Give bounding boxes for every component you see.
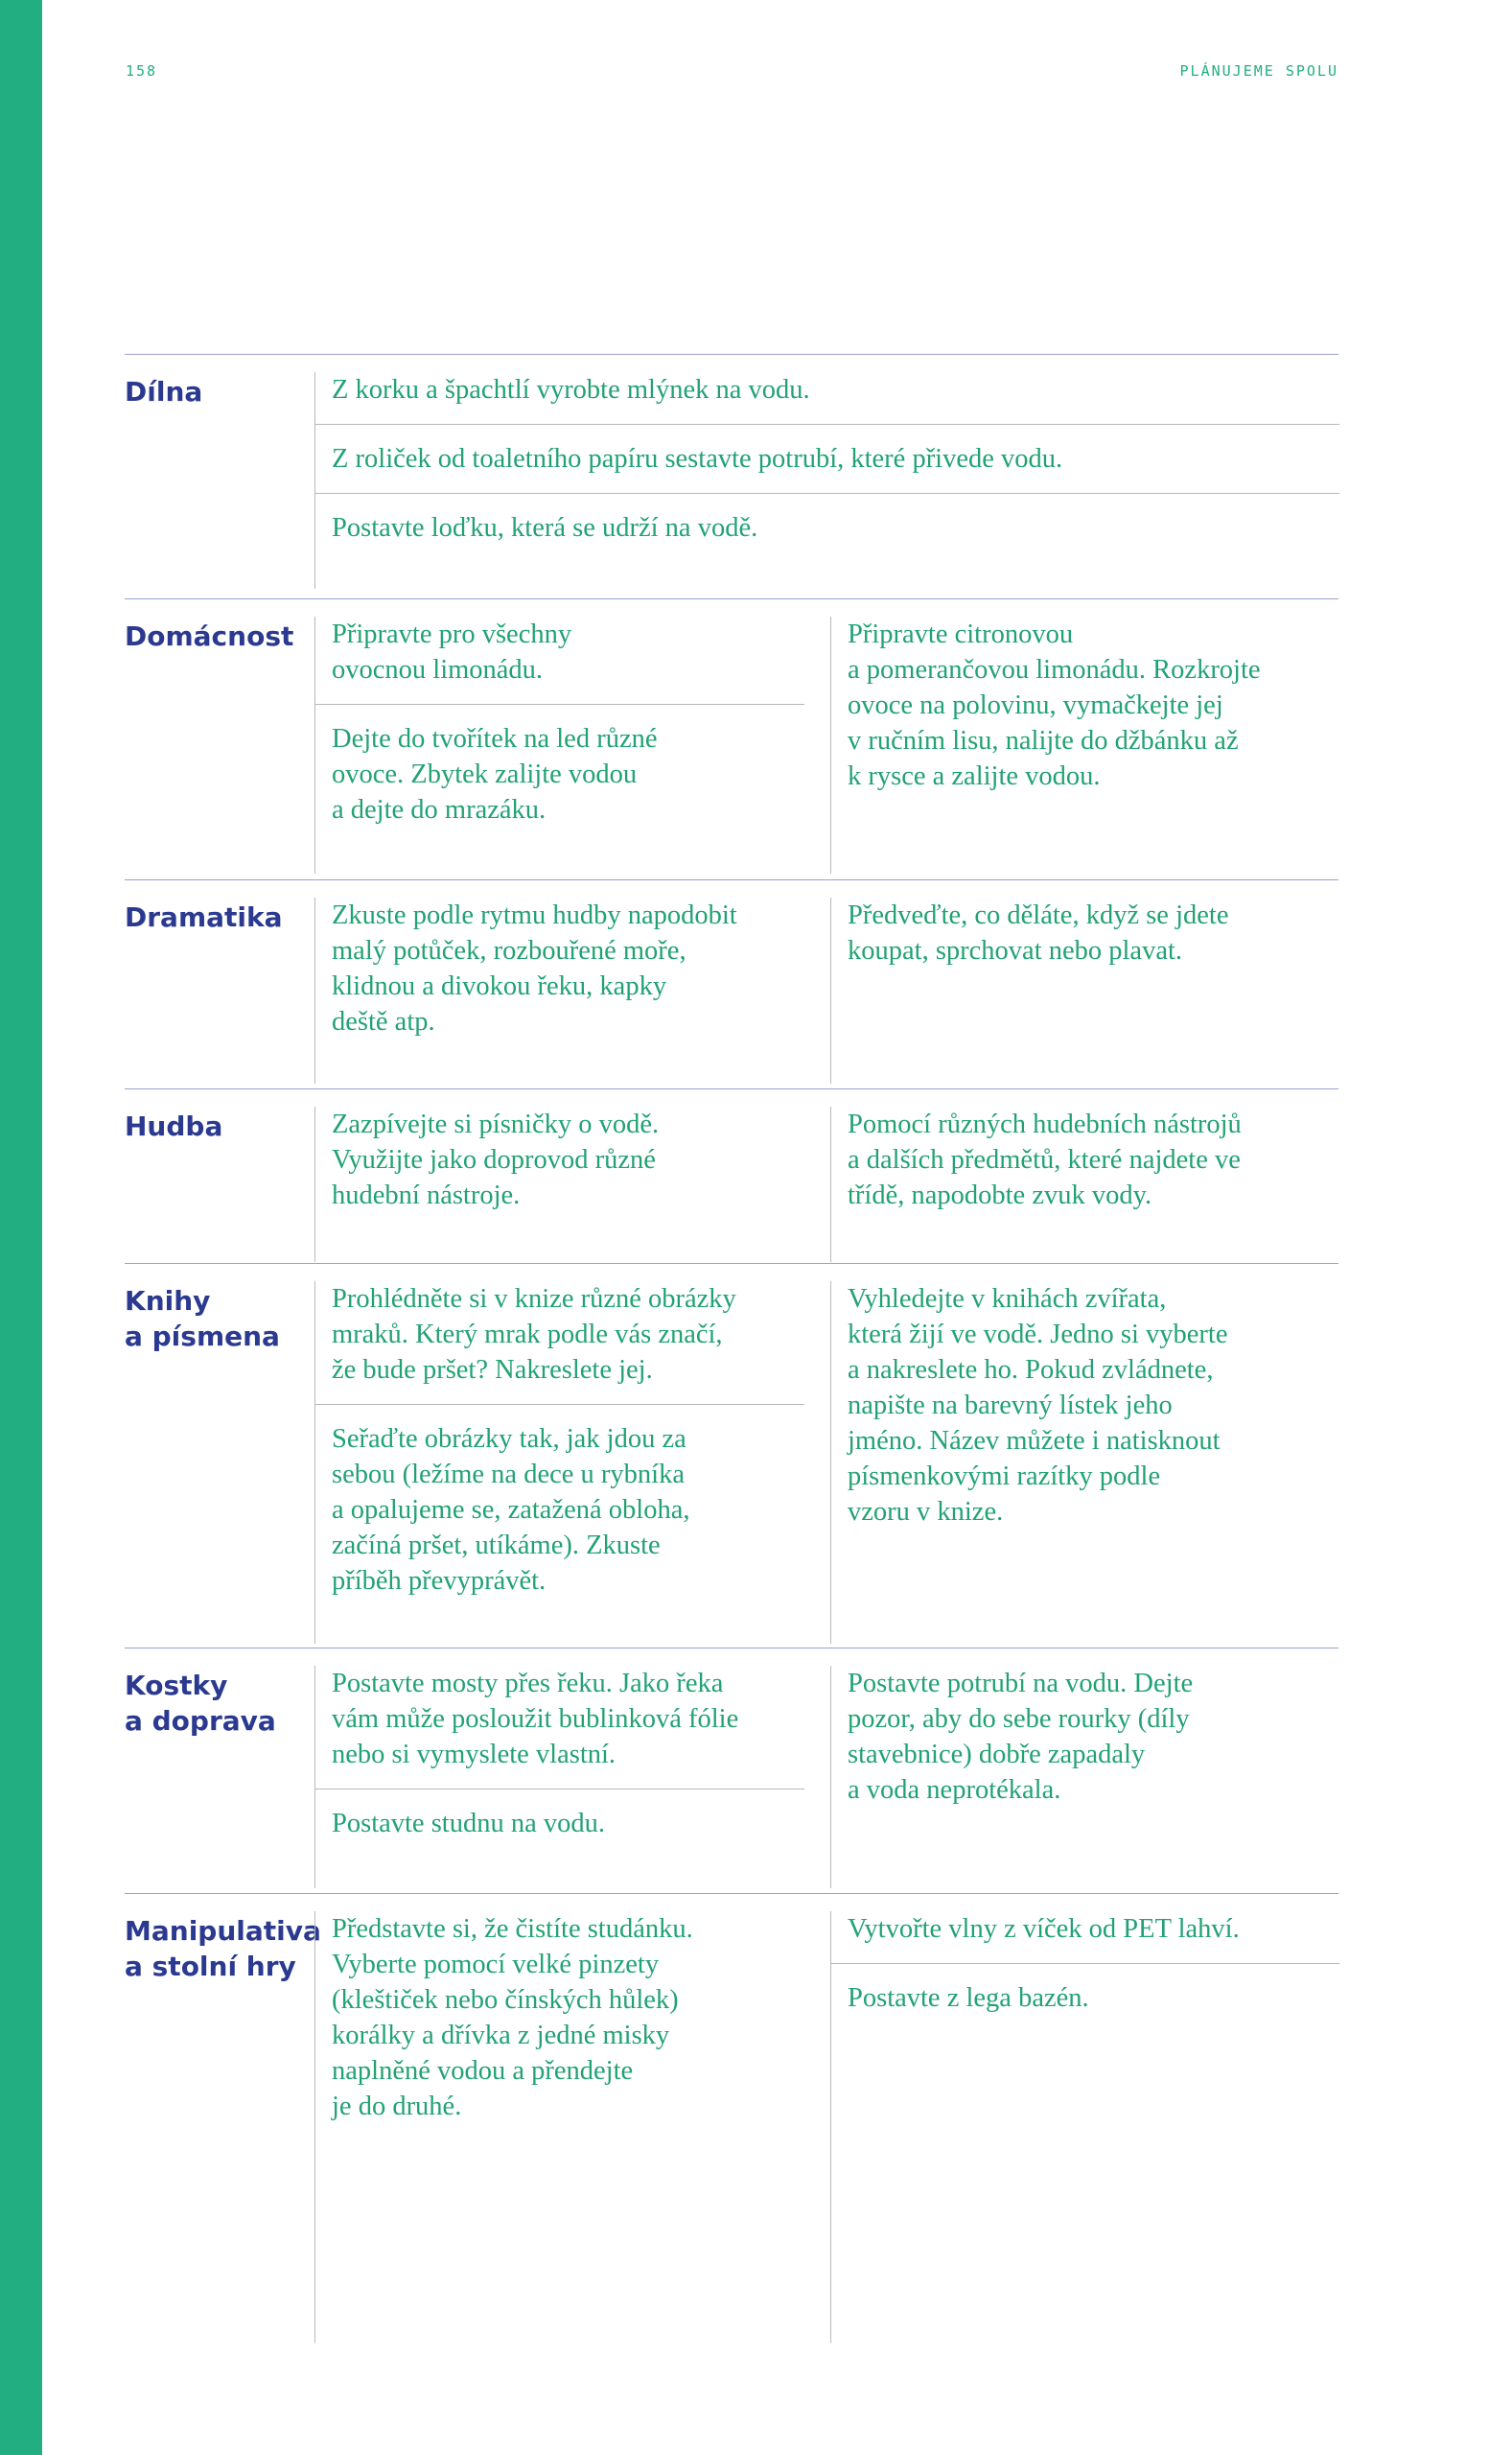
activity-item: Předveďte, co děláte, když se jdete koupat, sprchovat nebo plavat. — [848, 900, 1229, 966]
column-col2 — [830, 1666, 1339, 1888]
section-label: Manipulativa a stolní hry — [125, 1915, 321, 1982]
section-label: Dílna — [125, 376, 203, 408]
activity-item: Z roliček od toaletního papíru sestavte potrubí, které přivede vodu. — [315, 441, 1339, 494]
activity-item: Vytvořte vlny z víček od PET lahví. — [831, 1911, 1339, 1964]
activity-item: Postavte potrubí na vodu. Dejte pozor, aby do sebe rourky (díly stavebnice) dobře zapadaly a voda neprotékala. — [848, 1669, 1194, 1805]
activity-item: Pomocí různých hudebních nástrojů a dalších předmětů, které najdete ve třídě, napodobte zvuk vody. — [848, 1110, 1242, 1210]
activity-item: Zazpívejte si písničky o vodě. Využijte jako doprovod různé hudební nástroje. — [332, 1110, 660, 1210]
activity-item: Postavte mosty přes řeku. Jako řeka vám může posloužit bublinková fólie nebo si vymyslete vlastní. — [315, 1666, 804, 1789]
column-col2 — [830, 1107, 1339, 1262]
activity-item: Postavte studnu na vodu. — [332, 1809, 605, 1838]
section-label: Knihy a písmena — [125, 1285, 280, 1352]
section-row — [125, 879, 1338, 1037]
column-col1 — [314, 617, 804, 874]
column-items — [314, 372, 1339, 589]
activity-item: Dejte do tvořítek na led různé ovoce. Zbytek zalijte vodou a dejte do mrazáku. — [332, 724, 658, 825]
section-row — [125, 1893, 1338, 2121]
activity-item: Vyhledejte v knihách zvířata, která žijí ve vodě. Jedno si vyberte a nakreslete ho. Pokud zvládnete, napište na barevný lístek jeho jméno. Název můžete i natisknout písmenkovými razítky podle vzoru v knize. — [848, 1284, 1228, 1527]
section-row — [125, 598, 1338, 825]
activity-item: Zkuste podle rytmu hudby napodobit malý potůček, rozbouřené moře, klidnou a divokou řeku, kapky deště atp. — [332, 900, 737, 1037]
column-col1 — [314, 1911, 804, 2343]
column-col2 — [830, 617, 1339, 874]
green-side-bar — [0, 0, 42, 2455]
section-label: Hudba — [125, 1111, 223, 1142]
column-col1 — [314, 1281, 804, 1644]
column-col2 — [830, 898, 1339, 1084]
column-col2 — [830, 1911, 1339, 2343]
activity-item: Postavte z lega bazén. — [848, 1983, 1089, 2013]
page-number: 158 — [126, 62, 158, 80]
section-row — [125, 1263, 1338, 1596]
column-col1 — [314, 898, 804, 1084]
column-col2 — [830, 1281, 1339, 1644]
section-label: Domácnost — [125, 620, 294, 652]
section-row — [125, 1088, 1338, 1210]
activity-item: Z korku a špachtlí vyrobte mlýnek na vodu. — [315, 372, 1339, 425]
section-label: Dramatika — [125, 901, 283, 933]
section-label: Kostky a doprava — [125, 1670, 276, 1737]
column-col1 — [314, 1666, 804, 1888]
activity-item: Seřaďte obrázky tak, jak jdou za sebou (ležíme na dece u rybníka a opalujeme se, zatažená obloha, začíná pršet, utíkáme). Zkuste příběh převyprávět. — [332, 1424, 690, 1596]
activity-item: Představte si, že čistíte studánku. Vyberte pomocí velké pinzety (kleštiček nebo čínských hůlek) korálky a dřívka z jedné misky naplněné vodou a přendejte je do druhé. — [332, 1914, 693, 2121]
activity-item: Postavte loďku, která se udrží na vodě. — [332, 513, 758, 543]
activity-item: Připravte citronovou a pomerančovou limonádu. Rozkrojte ovoce na polovinu, vymačkejte jej v ručním lisu, nalijte do džbánku až k rysce a zalijte vodou. — [848, 620, 1261, 791]
activity-item: Prohlédněte si v knize různé obrázky mraků. Který mrak podle vás značí, že bude pršet? Nakreslete jej. — [315, 1281, 804, 1405]
column-col1 — [314, 1107, 804, 1262]
running-title: PLÁNUJEME SPOLU — [1179, 62, 1338, 80]
activity-item: Připravte pro všechny ovocnou limonádu. — [315, 617, 804, 705]
section-row — [125, 354, 1338, 543]
